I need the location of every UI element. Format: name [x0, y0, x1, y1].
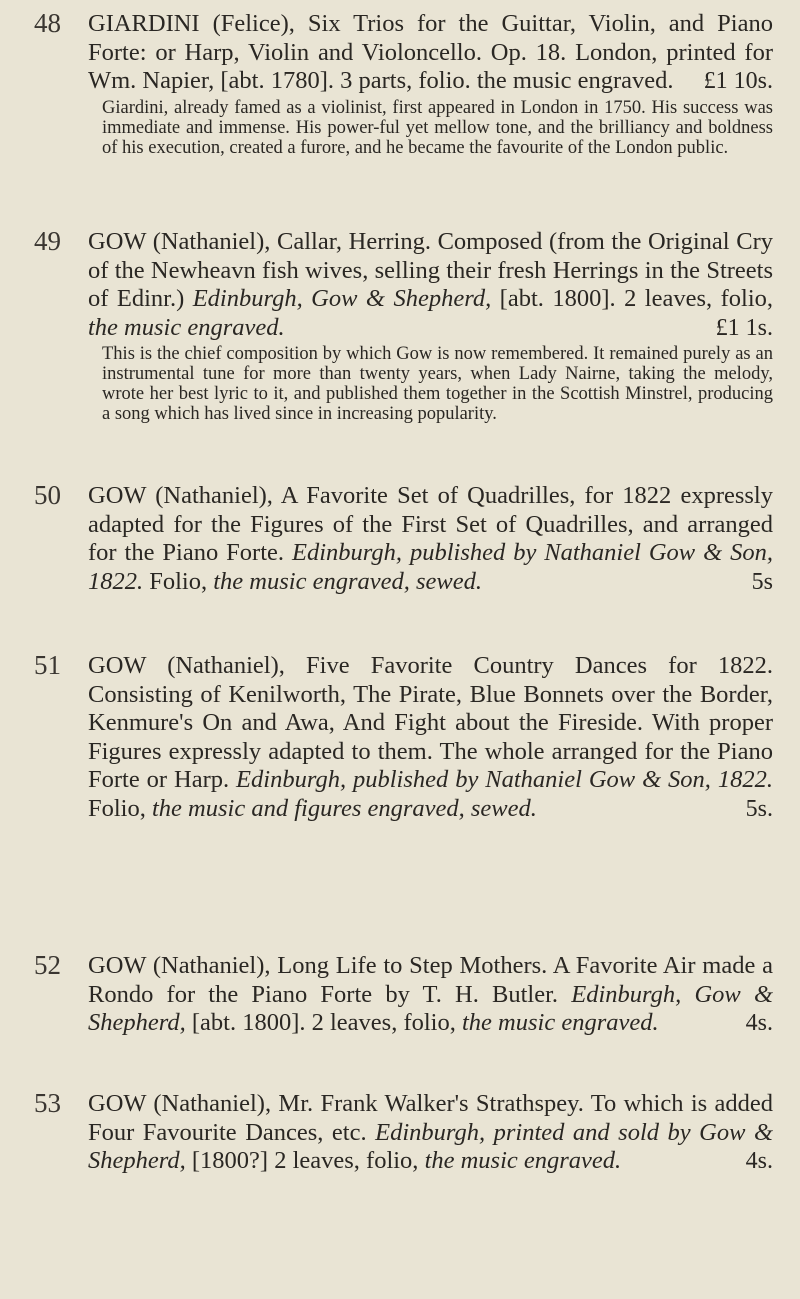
entry-heading — [88, 10, 773, 96]
entry-format: the music engraved. — [424, 1147, 622, 1174]
entry-note: Giardini, already famed as a violinist, first appeared in London in 1750. His success was immediate and immense. His power-ful yet mellow tone, and the brilliancy and boldness of his execution, created a furore, and he became the favourite of the London public. — [102, 97, 773, 158]
entry-price: £1 10s. — [703, 68, 773, 94]
entry-heading — [88, 1090, 773, 1176]
entry-format: the music engraved. — [462, 1009, 659, 1036]
entry-number: 49 — [34, 226, 61, 256]
entry-imprint: Edinburgh, published by Nathaniel Gow & Son, 1822. — [236, 766, 773, 793]
entry-number: 52 — [34, 950, 61, 980]
entry-price: £1 1s. — [715, 314, 773, 341]
entry-title: GOW (Nathaniel), Mr. Frank Walker's Strathspey. To which is added Four Favourite Dances, etc. — [88, 1090, 773, 1146]
entry-format: the music and figures engraved, sewed. — [152, 794, 537, 822]
entry-number: 48 — [34, 8, 61, 38]
entry-title: GOW (Nathaniel), Long Life to Step Mothers. A Favorite Air made a Rondo for the Piano Forte by T. H. Butler. — [88, 952, 773, 1008]
entry-price: 4s. — [745, 1148, 773, 1174]
entry-date: [1800?] 2 leaves, folio, — [191, 1147, 419, 1174]
entry-heading — [88, 482, 773, 596]
entry-imprint: Edinburgh, Gow & Shepherd, — [192, 285, 492, 312]
entry-title: GOW (Nathaniel), Five Favorite Country Dances for 1822. Consisting of Kenilworth, The Pirate, Blue Bonnets over the Border, Kenmure's On and Awa, And Fight about the Fireside. With proper Figures expressly adapted to them. The whole arranged for the Piano Forte or Harp. — [88, 652, 773, 793]
entry-number: 51 — [34, 650, 61, 680]
entry-format: the music engraved, sewed. — [213, 567, 482, 595]
entry-heading — [88, 652, 773, 823]
entry-format: the music engraved. — [88, 313, 285, 341]
entry-number: 53 — [34, 1088, 61, 1118]
entry-imprint: Edinburgh, published by Nathaniel Gow & Son, 1822. — [88, 539, 773, 595]
entry-date: Folio, — [88, 794, 146, 822]
entry-imprint: Edinburgh, printed and sold by Gow & Shepherd, — [88, 1118, 774, 1174]
entry-price: 5s. — [745, 795, 773, 822]
entry-price: 4s. — [745, 1010, 773, 1036]
entry-date: [abt. 1800]. 2 leaves, folio, — [499, 285, 773, 312]
entry-heading — [88, 228, 773, 342]
entry-heading — [88, 952, 773, 1038]
entry-price: 5s — [751, 568, 773, 595]
entry-title: GIARDINI (Felice), Six Trios for the Guittar, Violin, and Piano Forte: or Harp, Violin and Violoncello. Op. 18. London, printed for Wm. Napier, [abt. 1780]. 3 parts, folio. the music engraved. — [88, 10, 773, 94]
entry-number: 50 — [34, 480, 61, 510]
entry-date: [abt. 1800]. 2 leaves, folio, — [191, 1009, 456, 1036]
entry-imprint: Edinburgh, Gow & Shepherd, — [88, 980, 773, 1036]
entry-date: Folio, — [149, 567, 208, 595]
entry-note: This is the chief composition by which Gow is now remembered. It remained purely as an instrumental tune for more than twenty years, when Lady Nairne, taking the melody, wrote her best lyric to it, and published them together in the Scottish Minstrel, producing a song which has lived since in increasing popularity. — [102, 344, 773, 424]
entry-title: GOW (Nathaniel), Callar, Herring. Composed (from the Original Cry of the Newheavn fish wives, selling their fresh Herrings in the Streets of Edinr.) — [88, 228, 773, 312]
entry-title: GOW (Nathaniel), A Favorite Set of Quadrilles, for 1822 expressly adapted for the Figures of the First Set of Quadrilles, and arranged for the Piano Forte. — [88, 482, 773, 566]
